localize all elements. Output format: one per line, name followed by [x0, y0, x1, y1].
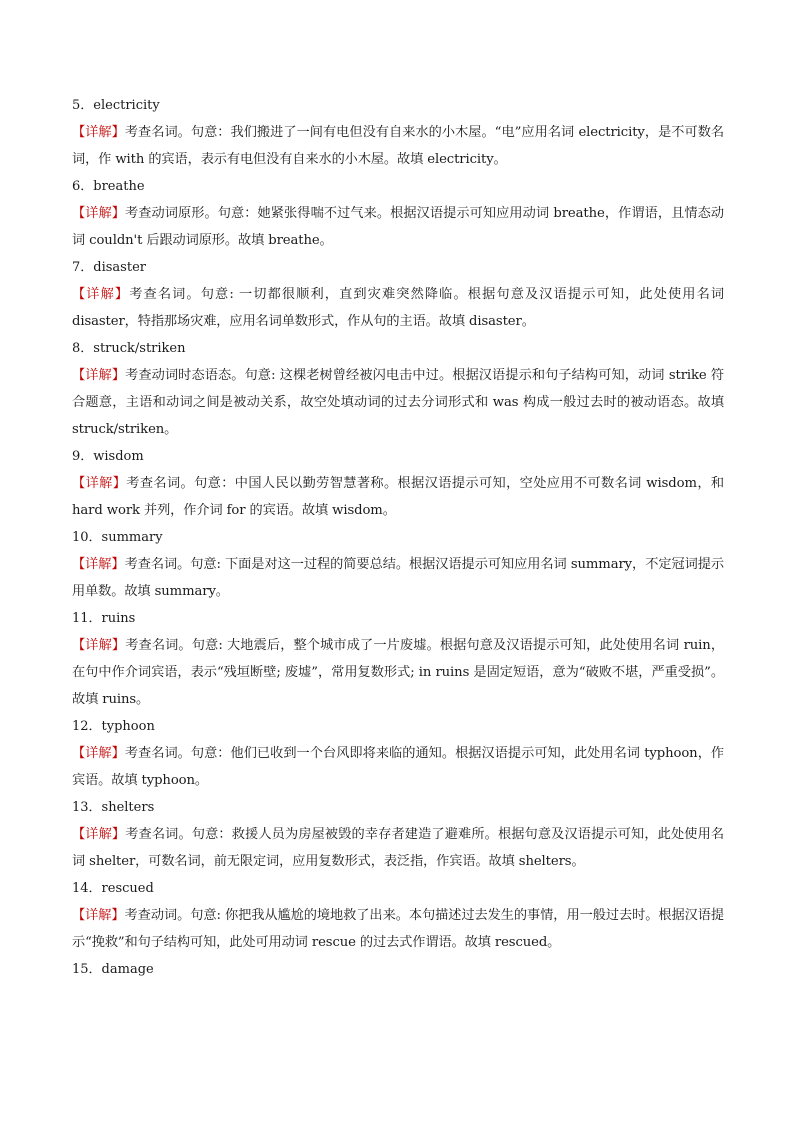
explanation-paragraph [72, 200, 724, 254]
detail-tag: 【详解】 [72, 125, 125, 140]
explanation-paragraph [72, 119, 724, 173]
answer-line: 12．typhoon [72, 719, 155, 734]
detail-tag: 【详解】 [72, 476, 127, 491]
explanation-text: 考查名词。句意: 下面是对这一过程的简要总结。根据汉语提示可知应用名词 summary，不定冠词提示用单数。故填 summary。 [72, 557, 724, 599]
explanation-text: 考查名词。句意：他们已收到一个台风即将来临的通知。根据汉语提示可知，此处用名词 typhoon，作宾语。故填 typhoon。 [72, 746, 724, 788]
detail-tag: 【详解】 [72, 557, 125, 572]
explanation-paragraph [72, 632, 724, 713]
explanation-paragraph [72, 470, 724, 524]
detail-tag: 【详解】 [72, 638, 126, 653]
answer-line: 7．disaster [72, 260, 146, 275]
answer-line: 10．summary [72, 530, 163, 545]
answer-entry-7 [72, 254, 724, 335]
answer-line: 14．rescued [72, 881, 154, 896]
explanation-paragraph [72, 362, 724, 443]
answer-entry-13 [72, 794, 724, 875]
answer-entry-8 [72, 335, 724, 443]
explanation-paragraph [72, 821, 724, 875]
answer-entry-5 [72, 92, 724, 173]
answer-entry-14 [72, 875, 724, 956]
explanation-text: 考查名词。句意: 大地震后，整个城市成了一片废墟。根据句意及汉语提示可知，此处使用名词 ruin，在句中作介词宾语，表示“残垣断壁; 废墟”，常用复数形式; in ruins 是固定短语，意为“破败不堪，严重受损”。故填 ruins。 [72, 638, 724, 707]
answer-line: 6．breathe [72, 179, 145, 194]
explanation-paragraph [72, 551, 724, 605]
explanation-text: 考查名词。句意：中国人民以勤劳智慧著称。根据汉语提示可知，空处应用不可数名词 wisdom，和 hard work 并列，作介词 for 的宾语。故填 wisdom。 [72, 476, 724, 518]
answer-key-page [72, 92, 724, 983]
explanation-text: 考查名词。句意: 一切都很顺利，直到灾难突然降临。根据句意及汉语提示可知，此处使用名词 disaster，特指那场灾难，应用名词单数形式，作从句的主语。故填 disaster。 [72, 287, 724, 329]
detail-tag: 【详解】 [72, 827, 126, 842]
answer-entry-9 [72, 443, 724, 524]
explanation-text: 考查名词。句意：救援人员为房屋被毁的幸存者建造了避难所。根据句意及汉语提示可知，此处使用名词 shelter，可数名词，前无限定词，应用复数形式，表泛指，作宾语。故填 shelters。 [72, 827, 724, 869]
answer-line: 11．ruins [72, 611, 136, 626]
answer-entry-12 [72, 713, 724, 794]
answer-line: 8．struck/striken [72, 341, 186, 356]
detail-tag: 【详解】 [72, 368, 126, 383]
explanation-paragraph [72, 740, 724, 794]
explanation-paragraph [72, 281, 724, 335]
explanation-text: 考查动词原形。句意：她紧张得喘不过气来。根据汉语提示可知应用动词 breathe，作谓语，且情态动词 couldn't 后跟动词原形。故填 breathe。 [72, 206, 724, 248]
answer-line: 5．electricity [72, 98, 160, 113]
explanation-text: 考查动词时态语态。句意: 这棵老树曾经被闪电击中过。根据汉语提示和句子结构可知，动词 strike 符合题意，主语和动词之间是被动关系，故空处填动词的过去分词形式和 was 构成一般过去时的被动语态。故填 struck/striken。 [72, 368, 724, 437]
detail-tag: 【详解】 [72, 287, 130, 302]
detail-tag: 【详解】 [72, 206, 126, 221]
explanation-text: 考查名词。句意：我们搬进了一间有电但没有自来水的小木屋。“电”应用名词 electricity，是不可数名词，作 with 的宾语，表示有电但没有自来水的小木屋。故填 electricity。 [72, 125, 724, 167]
answer-entry-15 [72, 956, 724, 983]
answer-line: 9．wisdom [72, 449, 144, 464]
answer-entry-6 [72, 173, 724, 254]
answer-entry-10 [72, 524, 724, 605]
explanation-text: 考查动词。句意: 你把我从尴尬的境地救了出来。本句描述过去发生的事情，用一般过去时。根据汉语提示“挽救”和句子结构可知，此处可用动词 rescue 的过去式作谓语。故填 rescued。 [72, 908, 724, 950]
detail-tag: 【详解】 [72, 746, 125, 761]
answer-entry-11 [72, 605, 724, 713]
explanation-paragraph [72, 902, 724, 956]
detail-tag: 【详解】 [72, 908, 125, 923]
answer-line: 15．damage [72, 962, 154, 977]
answer-line: 13．shelters [72, 800, 155, 815]
